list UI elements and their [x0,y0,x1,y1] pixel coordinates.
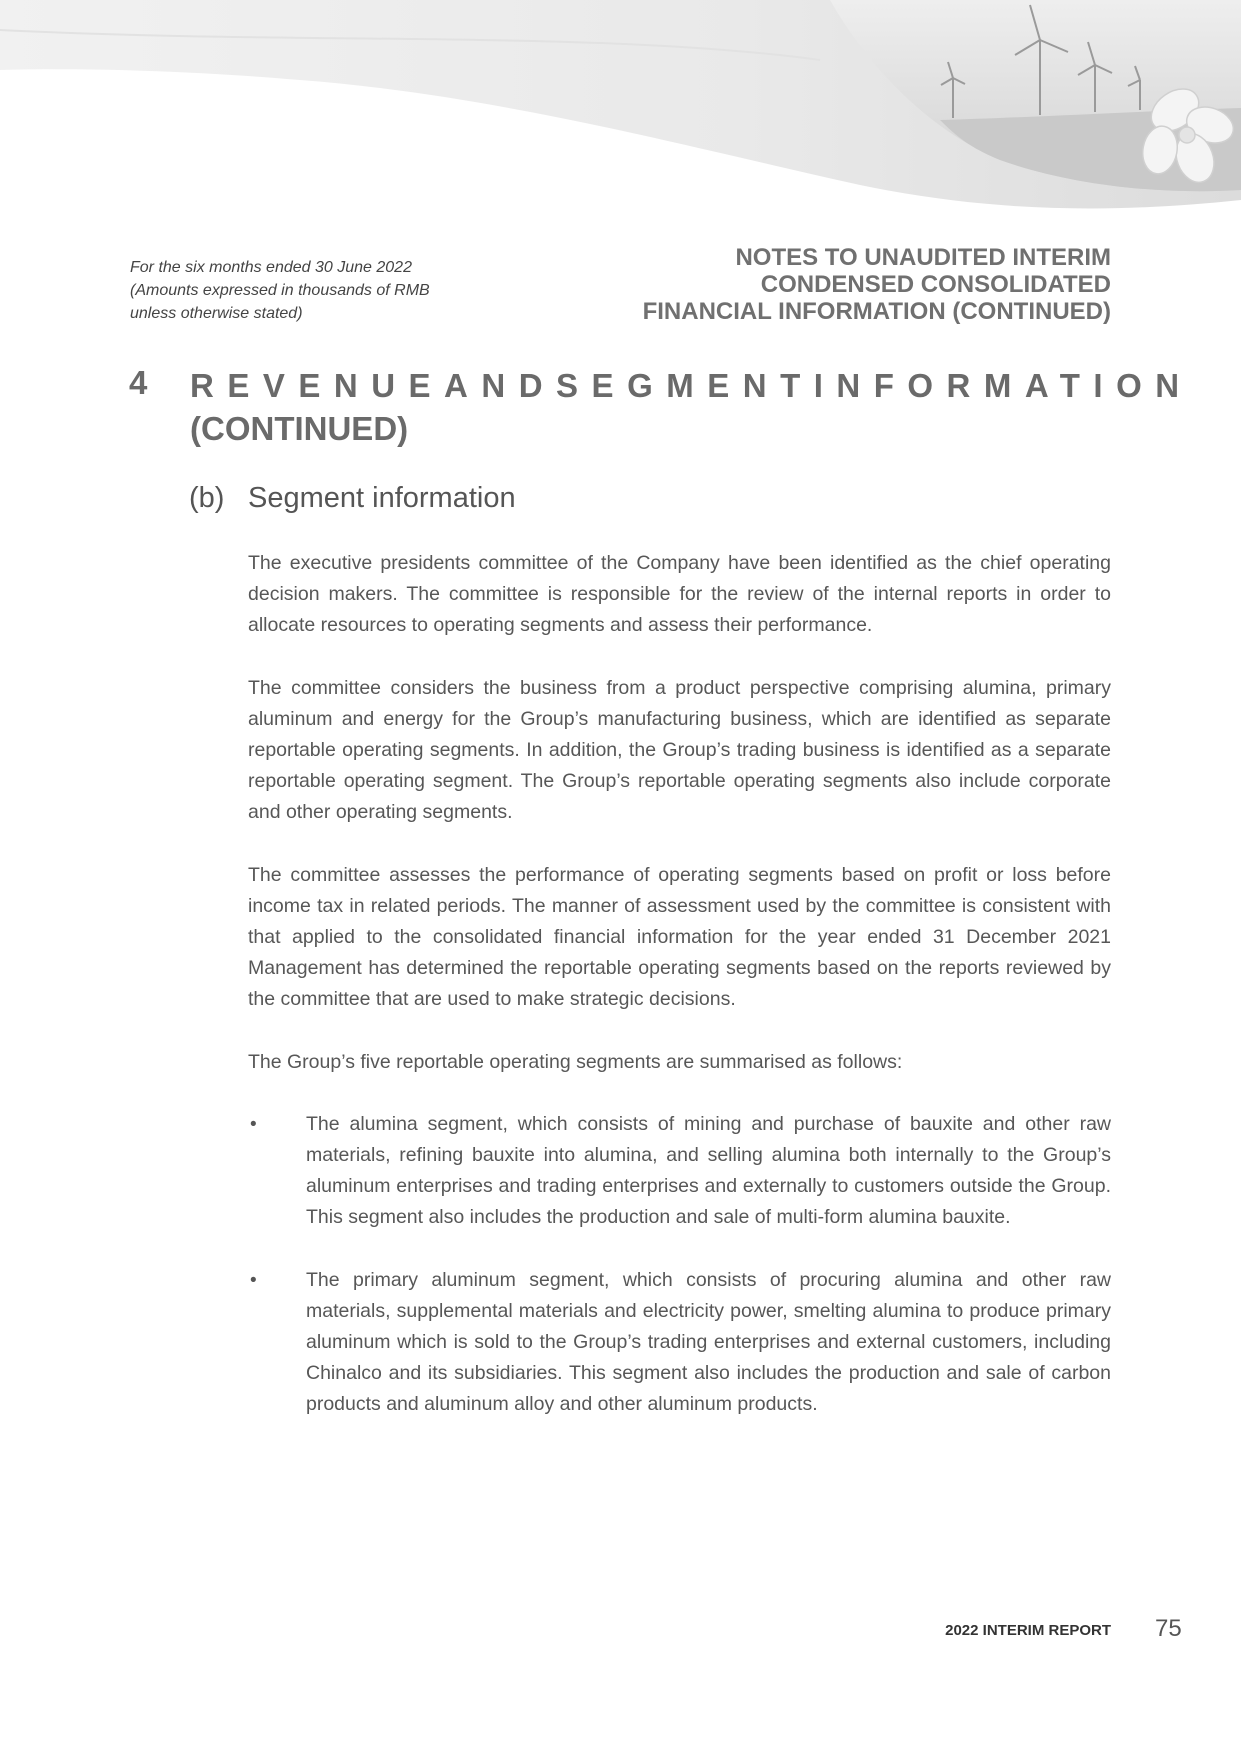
bullet-text: The alumina segment, which consists of mining and purchase of bauxite and other raw materials, refining bauxite into alumina, and selling alumina both internally to the Group’s aluminum enterprises and trading enterprises and externally to customers outside the Group. This segment also includes the production and sale of multi-form alumina bauxite. [306,1112,1111,1229]
section-title-continued: (CONTINUED) [190,410,409,447]
header-banner-illustration [0,0,1241,230]
period-line: For the six months ended 30 June 2022 [130,259,412,276]
section-number: 4 [129,364,148,401]
paragraph: The Group’s five reportable operating segments are summarised as follows: [248,1050,903,1073]
subsection-letter: (b) [189,482,225,514]
section-title-word: SEGMENT [556,367,814,404]
document-title-line: NOTES TO UNAUDITED INTERIM [735,244,1111,271]
bullet-icon: • [250,1269,257,1291]
bullet-item [248,1265,1111,1421]
document-title-line: FINANCIAL INFORMATION (CONTINUED) [642,298,1111,325]
section-title-line [190,364,1193,407]
bullet-text: The primary aluminum segment, which consists of procuring alumina and other raw materials, supplemental materials and electricity power, smelting alumina to produce primary aluminum which is sold to the Group’s trading enterprises and external customers, including Chinalco and its subsidiaries. This segment also includes the production and sale of carbon products and aluminum alloy and other aluminum products. [306,1268,1111,1416]
bullet-icon: • [250,1113,257,1135]
section-title-word: INFORMATION [813,367,1193,404]
page-number: 75 [1155,1615,1182,1642]
period-line: (Amounts expressed in thousands of RMB [130,282,430,299]
paragraph: The executive presidents committee of the Company have been identified as the chief operating decision makers. The committee is responsible for the review of the internal reports in order to allocate resources to operating segments and assess their performance. [248,552,1111,637]
paragraph: The committee considers the business from a product perspective comprising alumina, primary aluminum and energy for the Group’s manufacturing business, which are identified as separate reportable operating segments. In addition, the Group’s trading business is identified as a separate reportable operating segment. The Group’s reportable operating segments also include corporate and other operating segments. [248,676,1111,824]
paragraph: The committee assesses the performance of operating segments based on profit or loss before income tax in related periods. The manner of assessment used by the committee is consistent with that applied to the consolidated financial information for the year ended 31 December 2021 Management has determined the reportable operating segments based on the reports reviewed by the committee that are used to make strategic decisions. [248,863,1111,1011]
report-period-note [130,256,550,325]
section-title-word: REVENUE [190,367,445,404]
bullet-item [248,1109,1111,1234]
document-title-line: CONDENSED CONSOLIDATED [760,271,1111,298]
period-line: unless otherwise stated) [130,305,303,322]
section-title [190,364,1193,450]
document-title [511,244,1111,325]
subsection-title: Segment information [248,482,516,514]
body-text [248,548,1111,1452]
section-title-word: AND [444,367,557,404]
footer-report-label: 2022 INTERIM REPORT [945,1622,1111,1639]
